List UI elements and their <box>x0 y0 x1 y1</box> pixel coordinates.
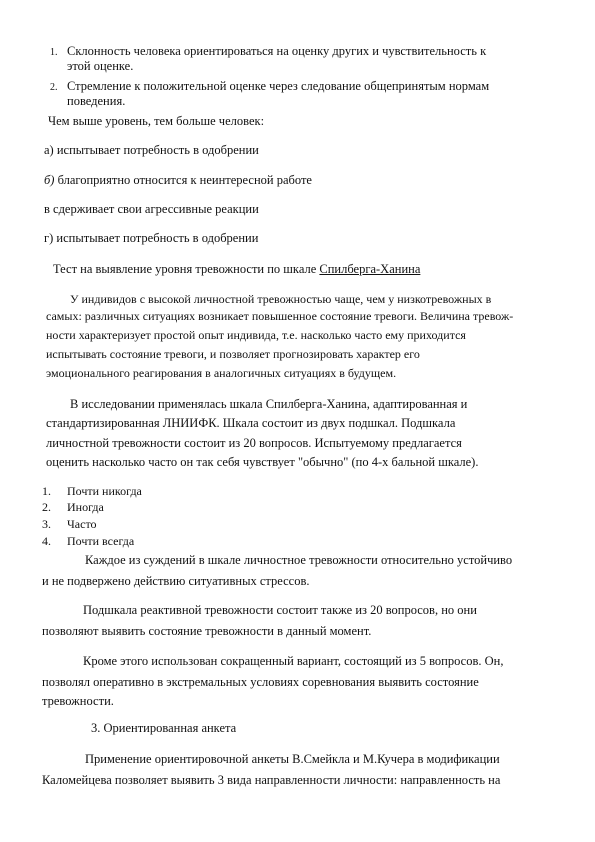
option-prefix: а) <box>44 143 54 157</box>
list-number: 3. <box>42 517 51 531</box>
paragraph-line: Кроме этого использован сокращенный вариант, состоящий из 5 вопросов. Он, <box>83 654 504 668</box>
list-item-text: Часто <box>67 517 97 531</box>
test-title-link[interactable]: Спилберга-Ханина <box>319 262 421 276</box>
paragraph-line: личностной тревожности состоит из 20 вопросов. Испытуемому предлагается <box>46 436 462 450</box>
option-text: испытывает потребность в одобрении <box>53 231 259 245</box>
list-number: 2. <box>50 82 58 93</box>
paragraph-line: Каломейцева позволяет выявить 3 вида направленности личности: направленность на <box>42 773 501 787</box>
paragraph-line: Применение ориентировочной анкеты В.Смейкла и М.Кучера в модификации <box>85 752 500 766</box>
paragraph-line: эмоционального реагирования в аналогичных ситуациях в будущем. <box>46 366 397 380</box>
list-number: 1. <box>50 47 58 58</box>
option-text: в сдерживает свои агрессивные реакции <box>44 202 259 216</box>
list-item-text: этой оценке. <box>67 59 134 73</box>
paragraph-line: оценить насколько часто он так себя чувствует "обычно" (по 4-х бальной шкале). <box>46 455 479 469</box>
section-heading: 3. Ориентированная анкета <box>91 721 237 735</box>
list-item-text: Иногда <box>67 500 104 514</box>
test-title <box>53 262 420 277</box>
paragraph-line: и не подвержено действию ситуативных стрессов. <box>42 574 310 588</box>
paragraph-line: тревожности. <box>42 694 114 708</box>
option-prefix: г) <box>44 231 54 245</box>
list-item-text: Почти всегда <box>67 534 135 548</box>
option-a <box>44 143 259 158</box>
paragraph-line: самых: различных ситуациях возникает повышенное состояние тревоги. Величина тревож- <box>46 309 514 323</box>
paragraph-line: Подшкала реактивной тревожности состоит также из 20 вопросов, но они <box>83 603 477 617</box>
option-text: испытывает потребность в одобрении <box>53 143 259 157</box>
option-text: благоприятно относится к неинтересной работе <box>54 173 312 187</box>
paragraph-line: стандартизированная ЛНИИФК. Шкала состоит из двух подшкал. Подшкала <box>46 416 456 430</box>
paragraph-line: У индивидов с высокой личностной тревожностью чаще, чем у низкотревожных в <box>70 292 492 306</box>
list-number: 2. <box>42 500 51 514</box>
option-b <box>44 173 312 188</box>
list-item-text: Стремление к положительной оценке через следование общепринятым нормам <box>67 79 490 93</box>
paragraph-line: В исследовании применялась шкала Спилберга-Ханина, адаптированная и <box>70 397 468 411</box>
list-item-text: Склонность человека ориентироваться на оценку других и чувствительность к <box>67 44 487 58</box>
option-c <box>44 202 259 217</box>
paragraph-line: Каждое из суждений в шкале личностное тревожности относительно устойчиво <box>85 553 513 567</box>
option-d <box>44 231 258 246</box>
list-number: 4. <box>42 534 51 548</box>
paragraph-line: позволяют выявить состояние тревожности в данный момент. <box>42 624 372 638</box>
test-title-text: Тест на выявление уровня тревожности по шкале <box>53 262 320 276</box>
option-prefix: б) <box>44 173 55 187</box>
paragraph-line: испытывать состояние тревоги, и позволяет прогнозировать характер его <box>46 347 420 361</box>
paragraph-line: позволял оперативно в экстремальных условиях соревнования выявить состояние <box>42 675 479 689</box>
list-number: 1. <box>42 484 51 498</box>
lead-text: Чем выше уровень, тем больше человек: <box>48 114 265 128</box>
paragraph-line: ности характеризует простой опыт индивида, т.е. насколько часто ему приходится <box>46 328 466 342</box>
list-item-text: Почти никогда <box>67 484 142 498</box>
list-item-text: поведения. <box>67 94 126 108</box>
